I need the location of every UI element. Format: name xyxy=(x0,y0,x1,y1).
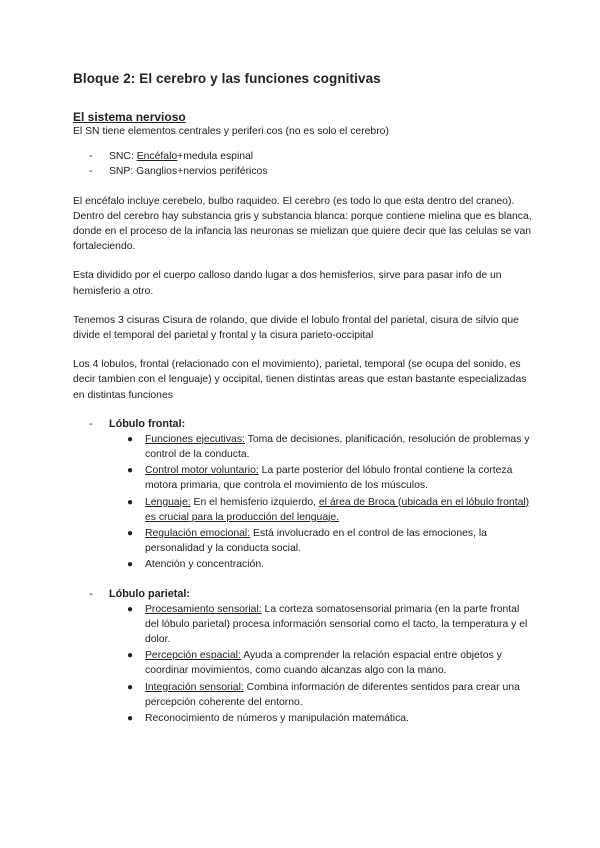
parietal-lobe-block xyxy=(73,587,533,727)
item-text: Combina información de diferentes sentidos para crear una percepción coherente del entorno. xyxy=(145,681,520,708)
bullet-icon: ● xyxy=(127,496,134,508)
item-text: Atención y concentración. xyxy=(145,559,264,571)
intro-paragraph: El SN tiene elementos centrales y periferi cos (no es solo el cerebro) xyxy=(73,126,389,137)
paragraph-lobulos: Los 4 lobulos, frontal (relacionado con el movimiento), parietal, temporal (se ocupa del sonido, es decir tambien con el lenguaje) y occipital, tienen distintas areas que estan bastante especializadas en distintas funciones xyxy=(73,359,527,401)
list-item-rest: +medula espinal xyxy=(177,151,254,163)
bullet-icon: ● xyxy=(127,713,134,725)
bullet-icon: ● xyxy=(127,681,134,693)
list-item xyxy=(73,149,533,164)
frontal-lobe-list xyxy=(73,432,533,573)
item-text: Ayuda a comprender la relación espacial entre objetos y coordinar movimientos, como cuando alcanzas algo con la mano. xyxy=(145,650,502,677)
bullet-icon: ● xyxy=(127,465,134,477)
item-label: Funciones ejecutivas: xyxy=(145,433,245,445)
document-title: Bloque 2: El cerebro y las funciones cognitivas xyxy=(73,71,381,86)
list-item xyxy=(127,432,533,462)
item-text: La corteza somatosensorial primaria (en la parte frontal del lóbulo parietal) procesa información sensorial como el tacto, la temperatura y el dolor. xyxy=(145,603,528,646)
list-item xyxy=(127,680,533,710)
list-item xyxy=(127,557,533,572)
list-item-prefix: SNC: xyxy=(109,151,137,163)
list-item xyxy=(127,711,533,726)
item-label: Control motor voluntario: xyxy=(145,465,259,477)
item-label: Percepción espacial: xyxy=(145,650,241,662)
encefalo-link[interactable]: Encéfalo xyxy=(136,151,178,163)
frontal-lobe-block xyxy=(73,417,533,573)
paragraph-hemisferios: Esta dividido por el cuerpo calloso dando lugar a dos hemisferios, sirve para pasar info de un hemisferio a otro. xyxy=(73,270,502,297)
bullet-icon: ● xyxy=(127,603,134,615)
sn-list xyxy=(73,149,533,179)
item-label: Integración sensorial: xyxy=(145,681,244,693)
bullet-icon: ● xyxy=(127,528,134,540)
item-text: Toma de decisiones, planificación, resolución de problemas y control de la conducta. xyxy=(145,433,530,461)
item-label: Procesamiento sensorial: xyxy=(145,603,262,615)
list-item: - SNP: Ganglios+nervios periféricos xyxy=(73,164,533,179)
document-page xyxy=(73,70,533,727)
section-heading: El sistema nervioso xyxy=(73,110,186,124)
parietal-lobe-list xyxy=(73,602,533,727)
item-text: En el hemisferio izquierdo, xyxy=(190,496,319,508)
item-text: Está involucrado en el control de las emociones, la personalidad y la conducta social. xyxy=(145,528,487,555)
list-item xyxy=(127,526,533,556)
paragraph-cisuras: Tenemos 3 cisuras Cisura de rolando, que divide el lobulo frontal del parietal, cisura de silvio que divide el temporal del parietal y frontal y la cisura parieto-occipital xyxy=(73,314,519,342)
item-text: La parte posterior del lóbulo frontal contiene la corteza motora primaria, que controla el movimiento de los músculos. xyxy=(145,465,513,492)
parietal-lobe-title: - Lóbulo parietal: xyxy=(73,587,533,602)
item-text-underlined: el área de Broca (ubicada en el lóbulo frontal) es crucial para la producción del lenguaje. xyxy=(145,496,530,523)
item-label: Lenguaje: xyxy=(145,496,191,508)
list-item xyxy=(127,602,533,648)
item-label: Regulación emocional: xyxy=(145,528,251,540)
item-text: Reconocimiento de números y manipulación matemática. xyxy=(145,713,409,725)
bullet-icon: ● xyxy=(127,433,134,445)
paragraph-encefalo: El encéfalo incluye cerebelo, bulbo raquideo. El cerebro (es todo lo que esta dentro del craneo). Dentro del cerebro hay substancia gris y substancia blanca: porque contiene mielina que es blanca, donde en el proceso de la infancia las neuronas se mielizan que quiere decir que las celulas se van fortaleciendo. xyxy=(73,195,532,253)
bullet-icon: ● xyxy=(127,650,134,662)
frontal-lobe-title: - Lóbulo frontal: xyxy=(73,417,533,432)
list-item xyxy=(127,648,533,678)
bullet-icon: ● xyxy=(127,559,134,571)
list-item xyxy=(127,463,533,493)
list-item xyxy=(127,495,533,525)
